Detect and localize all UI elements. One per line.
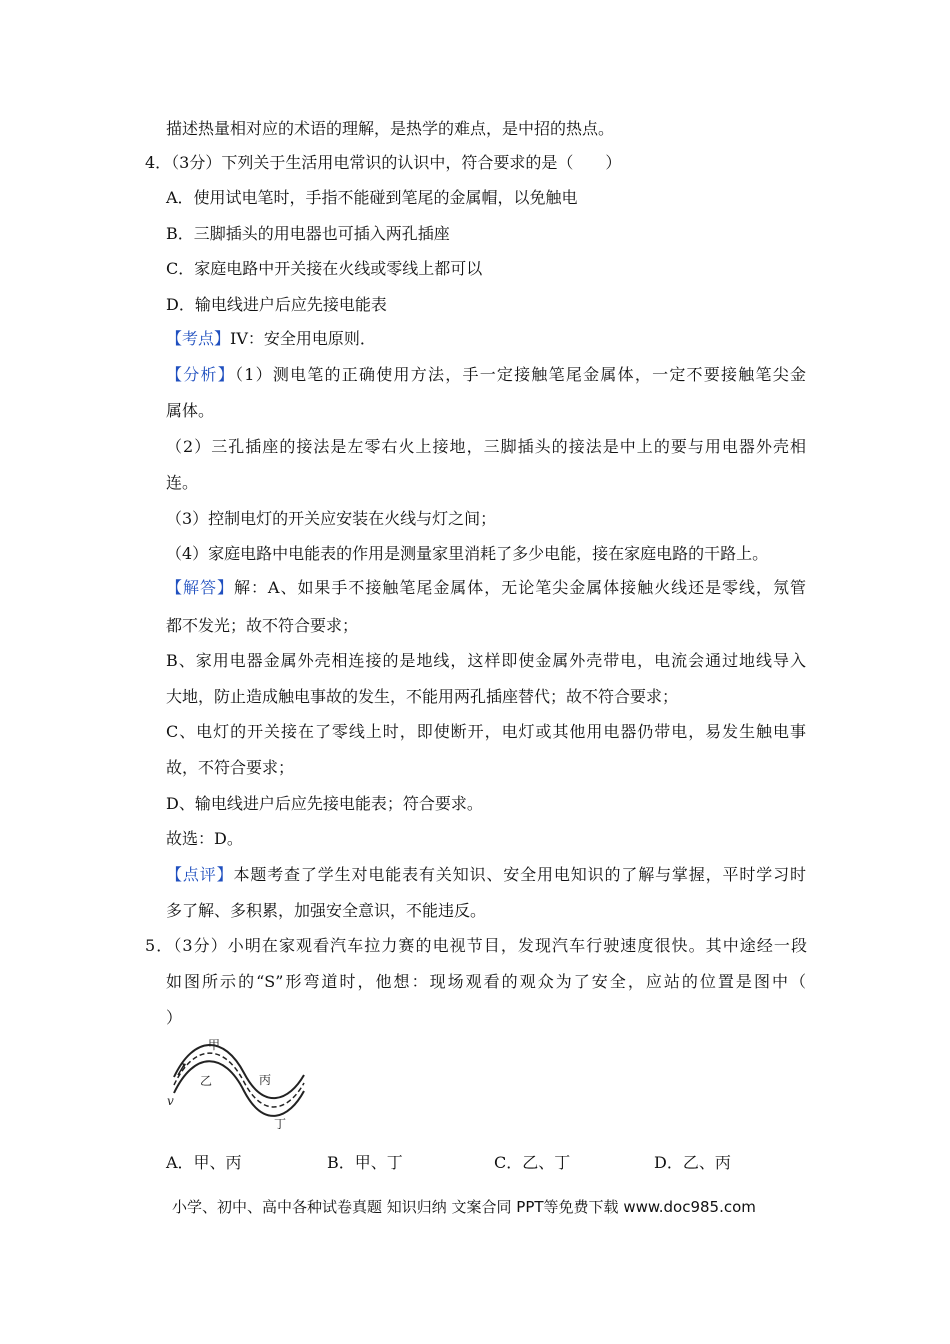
fenxi-3: （3）控制电灯的开关应安装在火线与灯之间； [166,509,497,528]
q5-stem-2: 如图所示的“S”形弯道时，他想：现场观看的观众为了安全，应站的位置是图中（ [166,972,806,991]
outer-curve-top [174,1045,304,1098]
q4-option-c: C．家庭电路中开关接在火线或零线上都可以 [166,259,483,278]
fenxi-tag: 【分析】 [166,365,235,384]
label-v: v [167,1094,174,1108]
fenxi-2b: 连。 [166,473,199,492]
kaodian-text: IV：安全用电原则． [230,329,376,348]
fenxi-2a: （2）三孔插座的接法是左零右火上接地，三脚插头的接法是中上的要与用电器外壳相 [166,437,806,456]
fenxi-1b: 属体。 [166,401,215,420]
dianping-1: 本题考查了学生对电能表有关知识、安全用电知识的了解与掌握，平时学习时 [233,865,806,884]
jieda-line-1 [166,577,806,599]
jieda-tag: 【解答】 [166,578,234,597]
jieda-b1: B、家用电器金属外壳相连接的是地线，这样即使金属外壳带电，电流会通过地线导入 [166,651,806,670]
label-ding: 丁 [274,1117,287,1131]
jieda-a1: 解：A、如果手不接触笔尾金属体，无论笔尖金属体接触火线还是零线，氖管 [233,578,806,597]
dianping-2: 多了解、多积累，加强安全意识，不能违反。 [166,901,487,920]
jieda-c2: 故，不符合要求； [166,758,295,777]
jieda-a2: 都不发光；故不符合要求； [166,616,359,635]
center-dashed-path [174,1053,304,1107]
fenxi-4: （4）家庭电路中电能表的作用是测量家里消耗了多少电能，接在家庭电路的干路上。 [166,544,769,563]
s-curve-figure [164,1035,314,1135]
label-bing: 丙 [259,1073,272,1087]
q4-stem: 4．（3分）下列关于生活用电常识的认识中，符合要求的是（ ） [145,153,622,172]
choice: 故选：D。 [166,829,243,848]
label-yi: 乙 [200,1074,213,1088]
q4-option-b: B．三脚插头的用电器也可插入两孔插座 [166,224,450,243]
jieda-d: D、输电线进户后应先接电能表；符合要求。 [166,794,483,813]
q4-option-d: D．输电线进户后应先接电能表 [166,295,387,314]
jieda-b2: 大地，防止造成触电事故的发生，不能用两孔插座替代；故不符合要求； [166,687,679,706]
label-jia: 甲 [208,1038,221,1052]
jieda-c1: C、电灯的开关接在了零线上时，即使断开，电灯或其他用电器仍带电，易发生触电事 [166,722,806,741]
q5-stem-1: 5．（3分）小明在家观看汽车拉力赛的电视节目，发现汽车行驶速度很快。其中途经一段 [145,936,807,955]
q5-option-d: D．乙、丙 [654,1153,731,1172]
dianping-tag: 【点评】 [166,865,234,884]
fenxi-1a: （1）测电笔的正确使用方法，手一定接触笔尾金属体，一定不要接触笔尖金 [234,365,806,384]
q5-option-c: C．乙、丁 [494,1153,571,1172]
q5-stem-3: ） [166,1008,183,1027]
q4-option-a: A．使用试电笔时，手指不能碰到笔尾的金属帽，以免触电 [166,188,578,207]
page-footer: 小学、初中、高中各种试卷真题 知识归纳 文案合同 PPT等免费下载 www.doc985.com [172,1198,756,1216]
kaodian-line [166,328,376,350]
dianping-line-1 [166,864,806,886]
q5-option-b: B．甲、丁 [327,1153,403,1172]
outer-curve-bottom [174,1061,304,1116]
fenxi-line-1 [166,364,806,386]
prev-text: 描述热量相对应的术语的理解，是热学的难点，是中招的热点。 [166,119,615,138]
kaodian-tag: 【考点】 [166,329,231,348]
q5-option-a: A．甲、丙 [166,1153,242,1172]
